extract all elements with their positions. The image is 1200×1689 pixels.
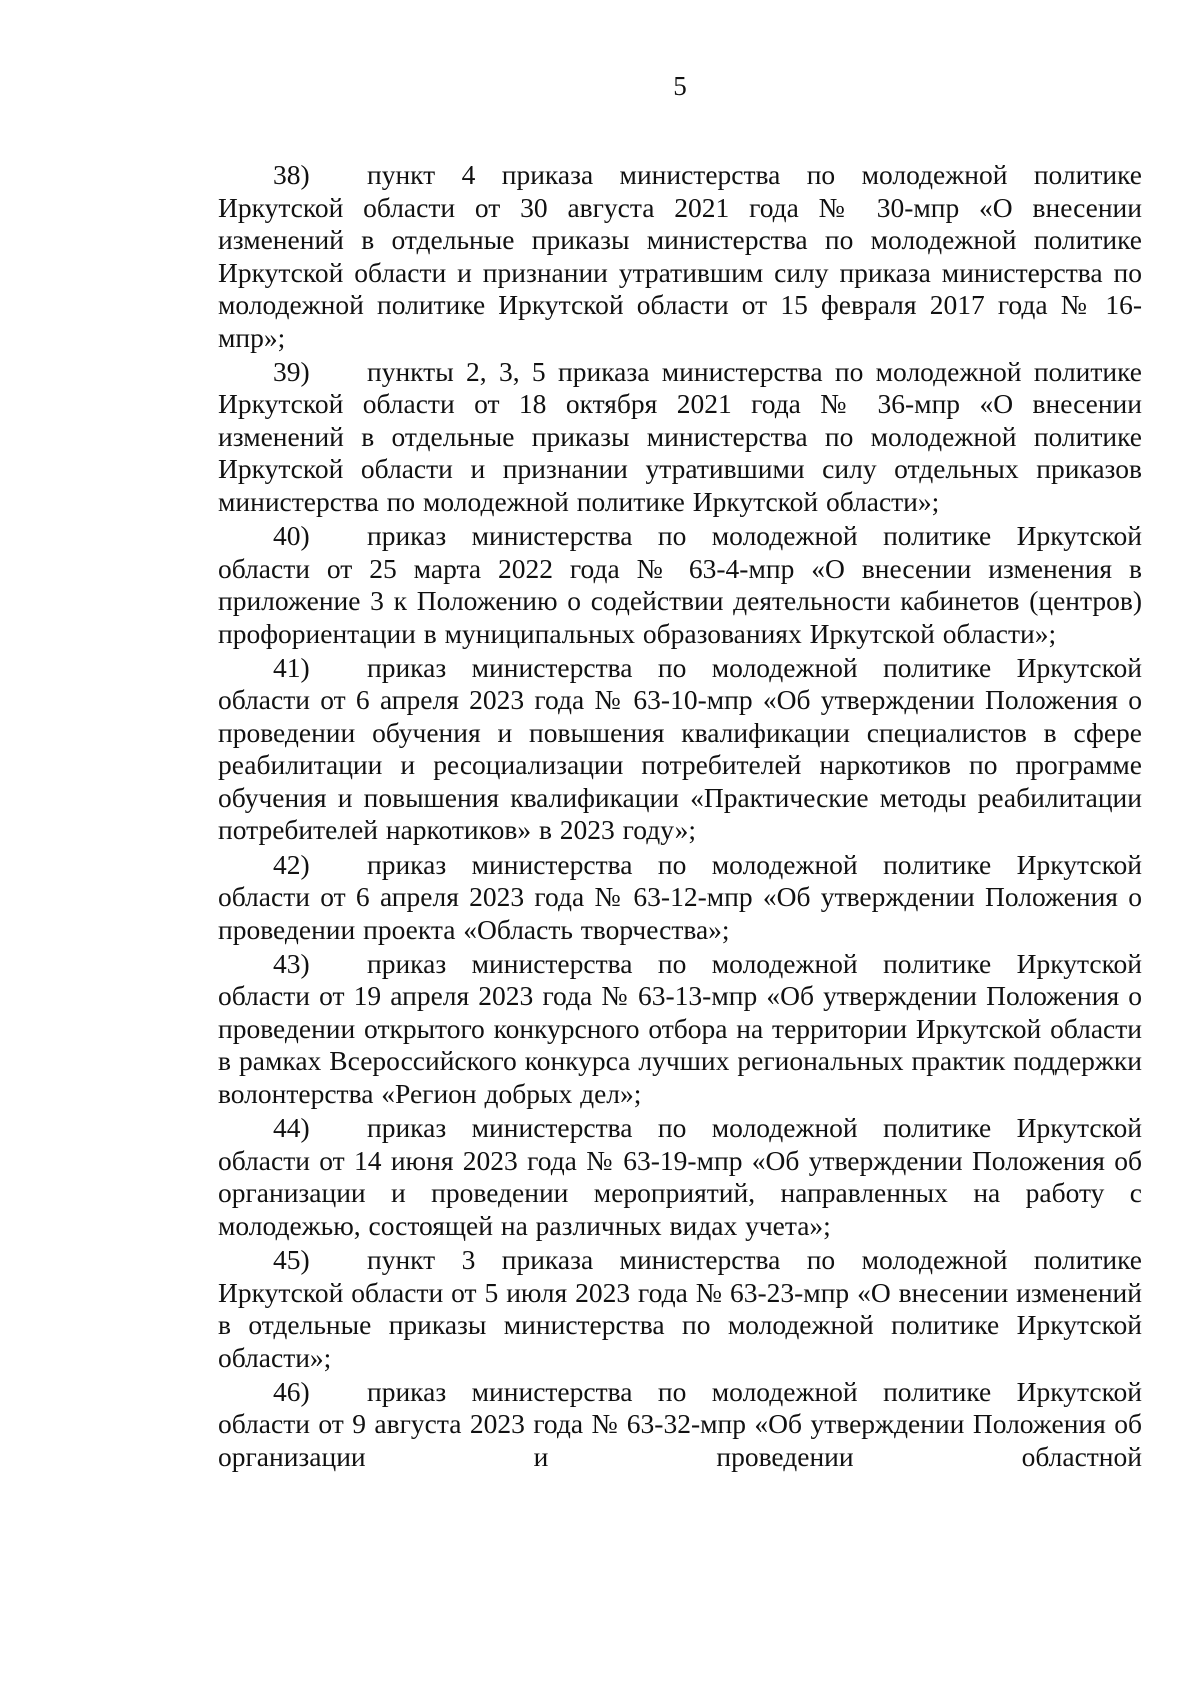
list-item — [218, 849, 1142, 947]
item-number: 45) — [273, 1244, 310, 1276]
item-text: приказ министерства по молодежной политике Иркутской области от 25 марта 2022 года № 63-4-мпр «О внесении изменения в приложение 3 к Положению о содействии деятельности кабинетов (центров) профориентации в муниципальных образованиях Иркутской области»; — [218, 520, 1142, 649]
item-number: 43) — [273, 947, 310, 979]
item-number: 40) — [273, 520, 310, 552]
item-number: 44) — [273, 1112, 310, 1144]
item-text: приказ министерства по молодежной политике Иркутской области от 6 апреля 2023 года № 63-10-мпр «Об утверждении Положения о проведении обучения и повышения квалификации специалистов в сфере реабилитации и ресоциализации потребителей наркотиков по программе обучения и повышения квалификации «Практические методы реабилитации потребителей наркотиков» в 2023 году»; — [218, 651, 1142, 846]
item-text: приказ министерства по молодежной политике Иркутской области от 6 апреля 2023 года № 63-12-мпр «Об утверждении Положения о проведении проекта «Область творчества»; — [218, 848, 1142, 945]
item-number: 41) — [273, 651, 310, 683]
list-item — [218, 1112, 1142, 1242]
item-text: пункт 4 приказа министерства по молодежной политике Иркутской области от 30 августа 2021 года № 30-мпр «О внесении изменений в отдельные приказы министерства по молодежной политике Иркутской области и признании утратившим силу приказа министерства по молодежной политике Иркутской области от 15 февраля 2017 года № 16-мпр»; — [218, 159, 1142, 353]
list-item — [218, 1244, 1142, 1374]
list-item — [218, 652, 1142, 847]
page-number: 5 — [673, 71, 687, 101]
item-number: 39) — [273, 355, 310, 387]
list-item — [218, 356, 1142, 519]
item-number: 38) — [273, 159, 310, 190]
list-item — [218, 520, 1142, 650]
item-text: пункты 2, 3, 5 приказа министерства по молодежной политике Иркутской области от 18 октября 2021 года № 36-мпр «О внесении изменений в отдельные приказы министерства по молодежной политике Иркутской области и признании утратившими силу отдельных приказов министерства по молодежной политике Иркутской области»; — [218, 355, 1142, 517]
item-number: 46) — [273, 1375, 310, 1407]
item-text: пункт 3 приказа министерства по молодежной политике Иркутской области от 5 июля 2023 года № 63-23-мпр «О внесении изменений в отдельные приказы министерства по молодежной политике Иркутской области»; — [218, 1244, 1142, 1373]
list-item — [218, 159, 1142, 354]
list-item — [218, 948, 1142, 1111]
item-number: 42) — [273, 848, 310, 880]
item-text: приказ министерства по молодежной политике Иркутской области от 14 июня 2023 года № 63-19-мпр «Об утверждении Положения об организации и проведении мероприятий, направленных на работу с молодежью, состоящей на различных видах учета»; — [218, 1112, 1142, 1241]
list-item — [218, 1376, 1142, 1474]
item-text: приказ министерства по молодежной политике Иркутской области от 19 апреля 2023 года № 63-13-мпр «Об утверждении Положения о проведении открытого конкурсного отбора на территории Иркутской области в рамках Всероссийского конкурса лучших региональных практик поддержки волонтерства «Регион добрых дел»; — [218, 947, 1142, 1109]
document-body — [218, 159, 1142, 1475]
item-text: приказ министерства по молодежной политике Иркутской области от 9 августа 2023 года № 63-32-мпр «Об утверждении Положения об организации и проведении областной — [218, 1375, 1142, 1472]
